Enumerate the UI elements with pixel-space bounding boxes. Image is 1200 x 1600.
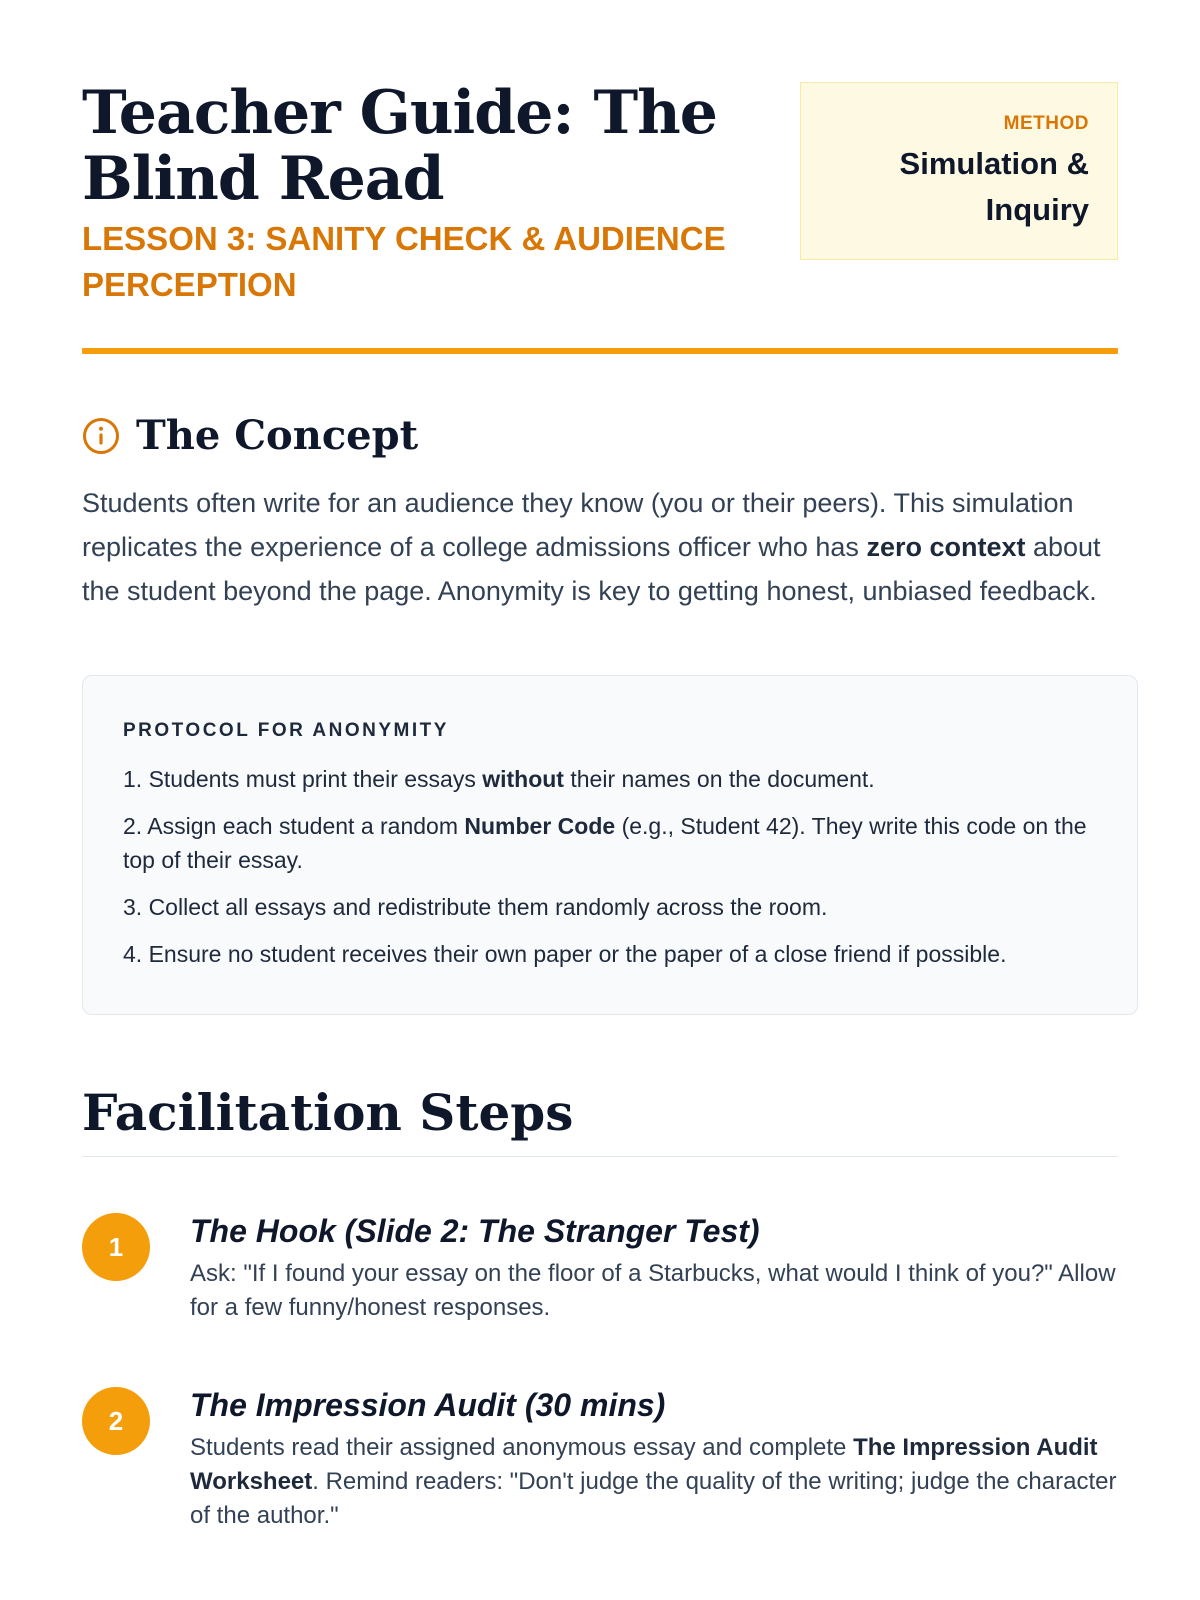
facilitation-title: Facilitation Steps	[82, 1083, 1118, 1157]
step-body-emphasis: The Impression Audit Worksheet	[190, 1434, 1098, 1495]
page-title: Teacher Guide: The Blind Read	[82, 78, 717, 214]
protocol-item	[123, 762, 1097, 796]
method-value: Simulation & Inquiry	[899, 146, 1089, 227]
protocol-list	[123, 762, 1097, 971]
protocol-item-text-end: (e.g., Student 42). They write this code on the top of their essay.	[123, 813, 1087, 873]
concept-title: The Concept	[136, 412, 419, 459]
step-title: The Impression Audit (30 mins)	[190, 1387, 666, 1423]
step-number-badge: 2	[82, 1387, 150, 1455]
protocol-title: PROTOCOL FOR ANONYMITY	[123, 720, 449, 741]
protocol-item-text: 3. Collect all essays and redistribute them randomly across the room.	[123, 894, 828, 920]
concept-heading	[82, 412, 1118, 459]
protocol-item-text: 2. Assign each student a random	[123, 813, 465, 839]
page-header	[82, 80, 1118, 348]
protocol-item-text-end: their names on the document.	[563, 766, 875, 792]
method-label: METHOD	[1003, 113, 1089, 134]
protocol-item	[123, 809, 1097, 877]
protocol-item	[123, 890, 1097, 924]
protocol-item-emphasis: without	[482, 766, 564, 792]
step-body	[190, 1431, 1118, 1533]
lesson-subtitle: LESSON 3: SANITY CHECK & AUDIENCE PERCEPTION	[82, 220, 726, 303]
step-number-badge: 1	[82, 1213, 150, 1281]
concept-emphasis: zero context	[866, 532, 1026, 562]
protocol-item-emphasis: Number Code	[464, 813, 616, 839]
step-content	[190, 1209, 1118, 1325]
concept-text-end: about the student beyond the page. Anonymity is key to getting honest, unbiased feedback.	[82, 532, 1101, 606]
protocol-item-text: 4. Ensure no student receives their own paper or the paper of a close friend if possible.	[123, 941, 1007, 967]
header-divider	[82, 348, 1118, 354]
step-body-text: Ask: "If I found your essay on the floor of a Starbucks, what would I think of you?" Allow for a few funny/honest responses.	[190, 1260, 1116, 1321]
title-block	[82, 80, 797, 308]
concept-text: Students often write for an audience they know (you or their peers). This simulation replicates the experience of a college admissions officer who has	[82, 488, 1074, 562]
step-body-text-end: . Remind readers: "Don't judge the quality of the writing; judge the character of the author."	[190, 1468, 1117, 1529]
info-icon	[82, 417, 120, 455]
protocol-item	[123, 937, 1097, 971]
concept-body	[82, 481, 1118, 613]
step-body	[190, 1257, 1118, 1325]
step-title: The Hook (Slide 2: The Stranger Test)	[190, 1213, 760, 1249]
method-box	[800, 82, 1118, 260]
protocol-item-text: 1. Students must print their essays	[123, 766, 483, 792]
step-body-text: Students read their assigned anonymous essay and complete	[190, 1434, 854, 1461]
protocol-box	[82, 675, 1138, 1015]
step-item	[82, 1209, 1118, 1325]
step-item	[82, 1383, 1118, 1533]
concept-section	[82, 412, 1118, 613]
step-content	[190, 1383, 1118, 1533]
facilitation-section	[82, 1083, 1118, 1533]
